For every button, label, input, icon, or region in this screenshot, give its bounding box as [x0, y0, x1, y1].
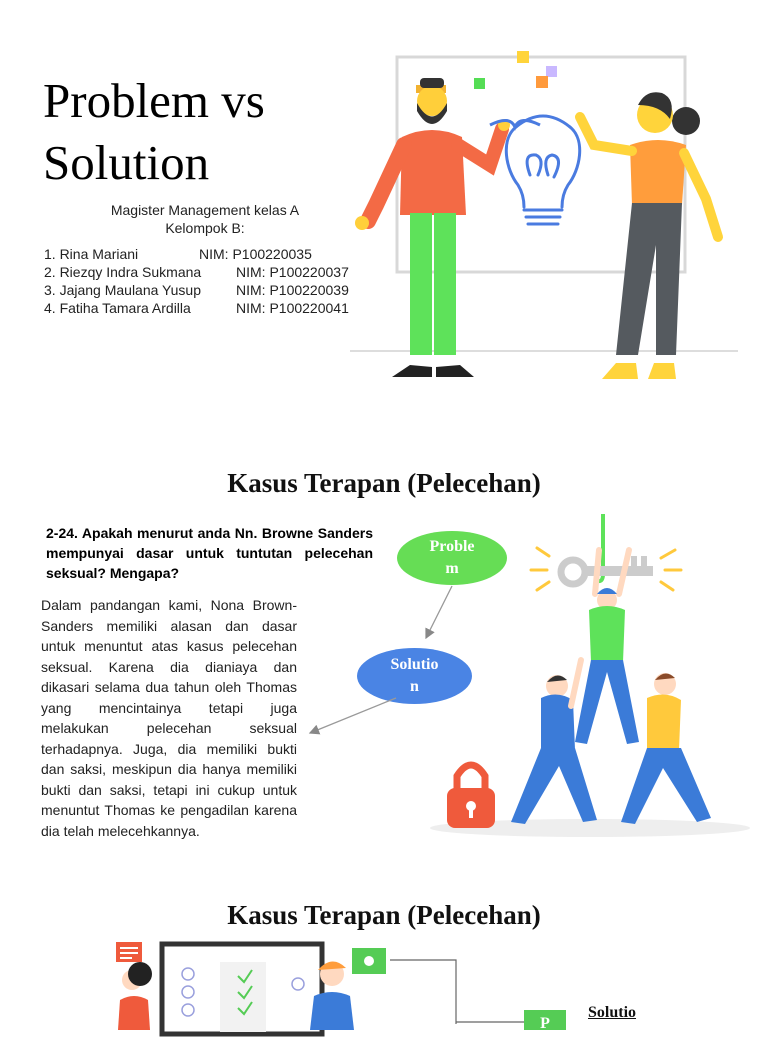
- member-item: [44, 263, 374, 281]
- slide1-subtitle: [60, 201, 350, 237]
- member-name: 3. Jajang Maulana Yusup: [44, 282, 201, 298]
- title-line-2: Solution: [43, 135, 210, 190]
- member-list: [44, 245, 374, 317]
- case-answer: Dalam pandangan kami, Nona Brown-Sanders memiliki alasan dan dasar untuk menuntut atas kasus pelecehan seksual. Karena dia dianiaya dan dikasari selama dua tahun oleh Thomas yang mencintainya tetapi juga melakukan pelecehan seksual terhadapnya. Juga, dia memiliki bukti dan saksi, meskipun dia hanya memiliki bukti dan saksi, tetapi ini cukup untuk menuntut Thomas ke pengadilan karena dia telah melecehkannya.: [41, 597, 297, 839]
- problem-label-line-2: m: [445, 560, 459, 577]
- slide2-heading: Kasus Terapan (Pelecehan): [227, 468, 541, 498]
- member-name: 1. Rina Mariani: [44, 246, 139, 262]
- whiteboard-illustration: [340, 45, 750, 390]
- slide3-solution-label: Solutio: [588, 1004, 637, 1021]
- checklist-illustration: [110, 940, 470, 1024]
- member-item: [44, 245, 374, 263]
- key-icon: [531, 514, 681, 590]
- solution-label-line-2: n: [410, 678, 419, 695]
- solution-to-answer-arrow: [310, 698, 396, 733]
- subtitle-line-2: Kelompok B:: [165, 220, 245, 236]
- member-name: 2. Riezqy Indra Sukmana: [44, 264, 202, 280]
- member-nim: NIM: P100220039: [236, 282, 349, 298]
- problem-label-line-1: Proble: [429, 538, 475, 555]
- member-nim: NIM: P100220041: [236, 300, 349, 316]
- slide3-heading: Kasus Terapan (Pelecehan): [227, 900, 541, 930]
- slide3-green-box: [524, 1010, 566, 1030]
- solution-label-line-1: Solutio: [390, 656, 439, 673]
- slide3-box-letter: P: [540, 1015, 550, 1032]
- subtitle-line-1: Magister Management kelas A: [110, 202, 300, 218]
- member-nim: NIM: P100220035: [199, 246, 312, 262]
- title-line-1: Problem vs: [43, 73, 265, 128]
- member-name: 4. Fatiha Tamara Ardilla: [44, 300, 191, 316]
- member-item: [44, 281, 374, 299]
- teamwork-illustration: [425, 510, 745, 840]
- lock-icon: [447, 765, 495, 828]
- member-nim: NIM: P100220037: [236, 264, 349, 280]
- member-item: [44, 299, 374, 317]
- case-question: 2-24. Apakah menurut anda Nn. Browne Sanders mempunyai dasar untuk tuntutan pelecehan seksual? Mengapa?: [46, 525, 373, 581]
- slide1-title: [43, 70, 363, 194]
- right-person-figure: [621, 673, 711, 824]
